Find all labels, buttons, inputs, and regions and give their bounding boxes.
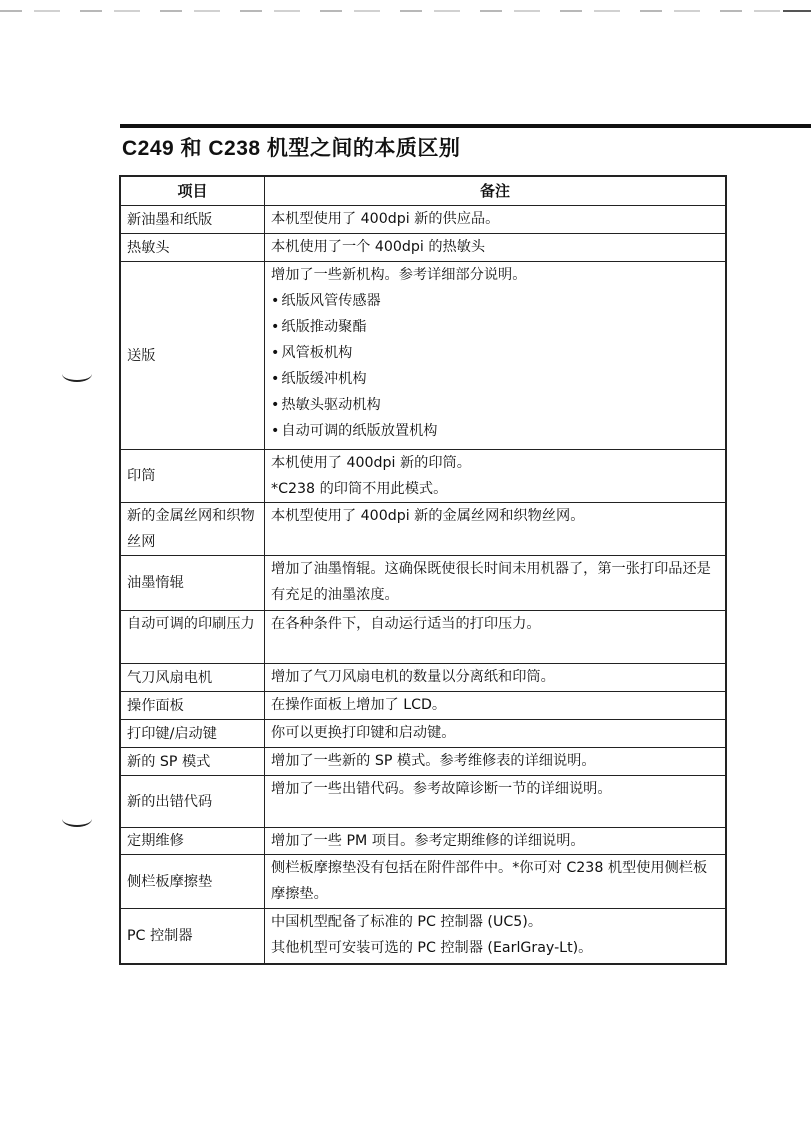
- note-line: 增加了一些 PM 项目。参考定期维修的详细说明。: [271, 833, 585, 849]
- margin-punch-mark: [62, 811, 92, 827]
- row-note: [265, 692, 727, 720]
- table-row: [120, 692, 726, 720]
- note-line: 本机使用了 400dpi 新的印筒。: [271, 455, 471, 471]
- table-row: [120, 828, 726, 855]
- row-note: [265, 748, 727, 776]
- table-row: [120, 664, 726, 692]
- note-line: 在操作面板上增加了 LCD。: [271, 697, 447, 713]
- row-item: PC 控制器: [120, 909, 265, 964]
- note-line: 中国机型配备了标准的 PC 控制器 (UC5)。: [271, 914, 543, 930]
- row-note: [265, 855, 727, 909]
- row-note: [265, 664, 727, 692]
- row-item: 操作面板: [120, 692, 265, 720]
- row-note: [265, 503, 727, 556]
- note-line: 增加了气刀风扇电机的数量以分离纸和印筒。: [271, 669, 555, 685]
- row-item: 新的出错代码: [120, 776, 265, 828]
- row-note: [265, 720, 727, 748]
- table-row: [120, 206, 726, 234]
- margin-punch-mark: [62, 366, 92, 382]
- row-note: [265, 234, 727, 262]
- row-item: 送版: [120, 262, 265, 450]
- row-item: 自动可调的印刷压力: [120, 611, 265, 664]
- table-row: [120, 909, 726, 964]
- table-row: [120, 450, 726, 503]
- row-note: [265, 776, 727, 828]
- row-item: 印筒: [120, 450, 265, 503]
- header-note: 备注: [265, 176, 727, 206]
- row-item: 定期维修: [120, 828, 265, 855]
- table-row: [120, 503, 726, 556]
- bullet-item: • 自动可调的纸版放置机构: [271, 418, 719, 444]
- note-line: 增加了一些出错代码。参考故障诊断一节的详细说明。: [271, 781, 612, 797]
- note-line: 增加了油墨惰辊。这确保既使很长时间未用机器了，第一张打印品还是有充足的油墨浓度。: [271, 561, 711, 603]
- row-note: [265, 611, 727, 664]
- table-row: [120, 611, 726, 664]
- table-row: [120, 556, 726, 611]
- note-line: 本机型使用了 400dpi 新的供应品。: [271, 211, 500, 227]
- table-row: [120, 720, 726, 748]
- note-line: 在各种条件下，自动运行适当的打印压力。: [271, 616, 541, 632]
- table-header-row: [120, 176, 726, 206]
- heading-rule: [120, 124, 811, 128]
- row-item: 新的 SP 模式: [120, 748, 265, 776]
- table-row: [120, 776, 726, 828]
- note-line: 本机使用了一个 400dpi 的热敏头: [271, 239, 486, 255]
- note-line: 本机型使用了 400dpi 新的金属丝网和织物丝网。: [271, 508, 585, 524]
- row-item: 新油墨和纸版: [120, 206, 265, 234]
- bullet-item: • 风管板机构: [271, 340, 719, 366]
- table-row: [120, 748, 726, 776]
- note-line: 侧栏板摩擦垫没有包括在附件部件中。*你可对 C238 机型使用侧栏板摩擦垫。: [271, 860, 708, 902]
- row-note: [265, 909, 727, 964]
- table-row: [120, 234, 726, 262]
- comparison-table: [119, 175, 727, 965]
- table-row: [120, 855, 726, 909]
- row-item: 侧栏板摩擦垫: [120, 855, 265, 909]
- row-note: [265, 262, 727, 450]
- scan-artifact-top: [0, 10, 811, 12]
- bullet-item: • 纸版缓冲机构: [271, 366, 719, 392]
- row-item: 打印键/启动键: [120, 720, 265, 748]
- note-line: 增加了一些新机构。参考详细部分说明。: [271, 267, 527, 283]
- table-row: [120, 262, 726, 450]
- header-item: 项目: [120, 176, 265, 206]
- scan-artifact-top-right: [783, 10, 811, 12]
- row-item: 油墨惰辊: [120, 556, 265, 611]
- note-line: *C238 的印筒不用此模式。: [271, 481, 448, 497]
- bullet-list: [271, 288, 719, 444]
- row-item: 新的金属丝网和织物丝网: [120, 503, 265, 556]
- bullet-item: • 纸版风管传感器: [271, 288, 719, 314]
- row-note: [265, 828, 727, 855]
- note-line: 其他机型可安装可选的 PC 控制器 (EarlGray-Lt)。: [271, 940, 593, 956]
- row-note: [265, 450, 727, 503]
- page-title: C249 和 C238 机型之间的本质区别: [122, 137, 461, 160]
- bullet-item: • 纸版推动聚酯: [271, 314, 719, 340]
- note-line: 增加了一些新的 SP 模式。参考维修表的详细说明。: [271, 753, 596, 769]
- note-line: 你可以更换打印键和启动键。: [271, 725, 456, 741]
- bullet-item: • 热敏头驱动机构: [271, 392, 719, 418]
- row-note: [265, 556, 727, 611]
- row-item: 气刀风扇电机: [120, 664, 265, 692]
- row-item: 热敏头: [120, 234, 265, 262]
- row-note: [265, 206, 727, 234]
